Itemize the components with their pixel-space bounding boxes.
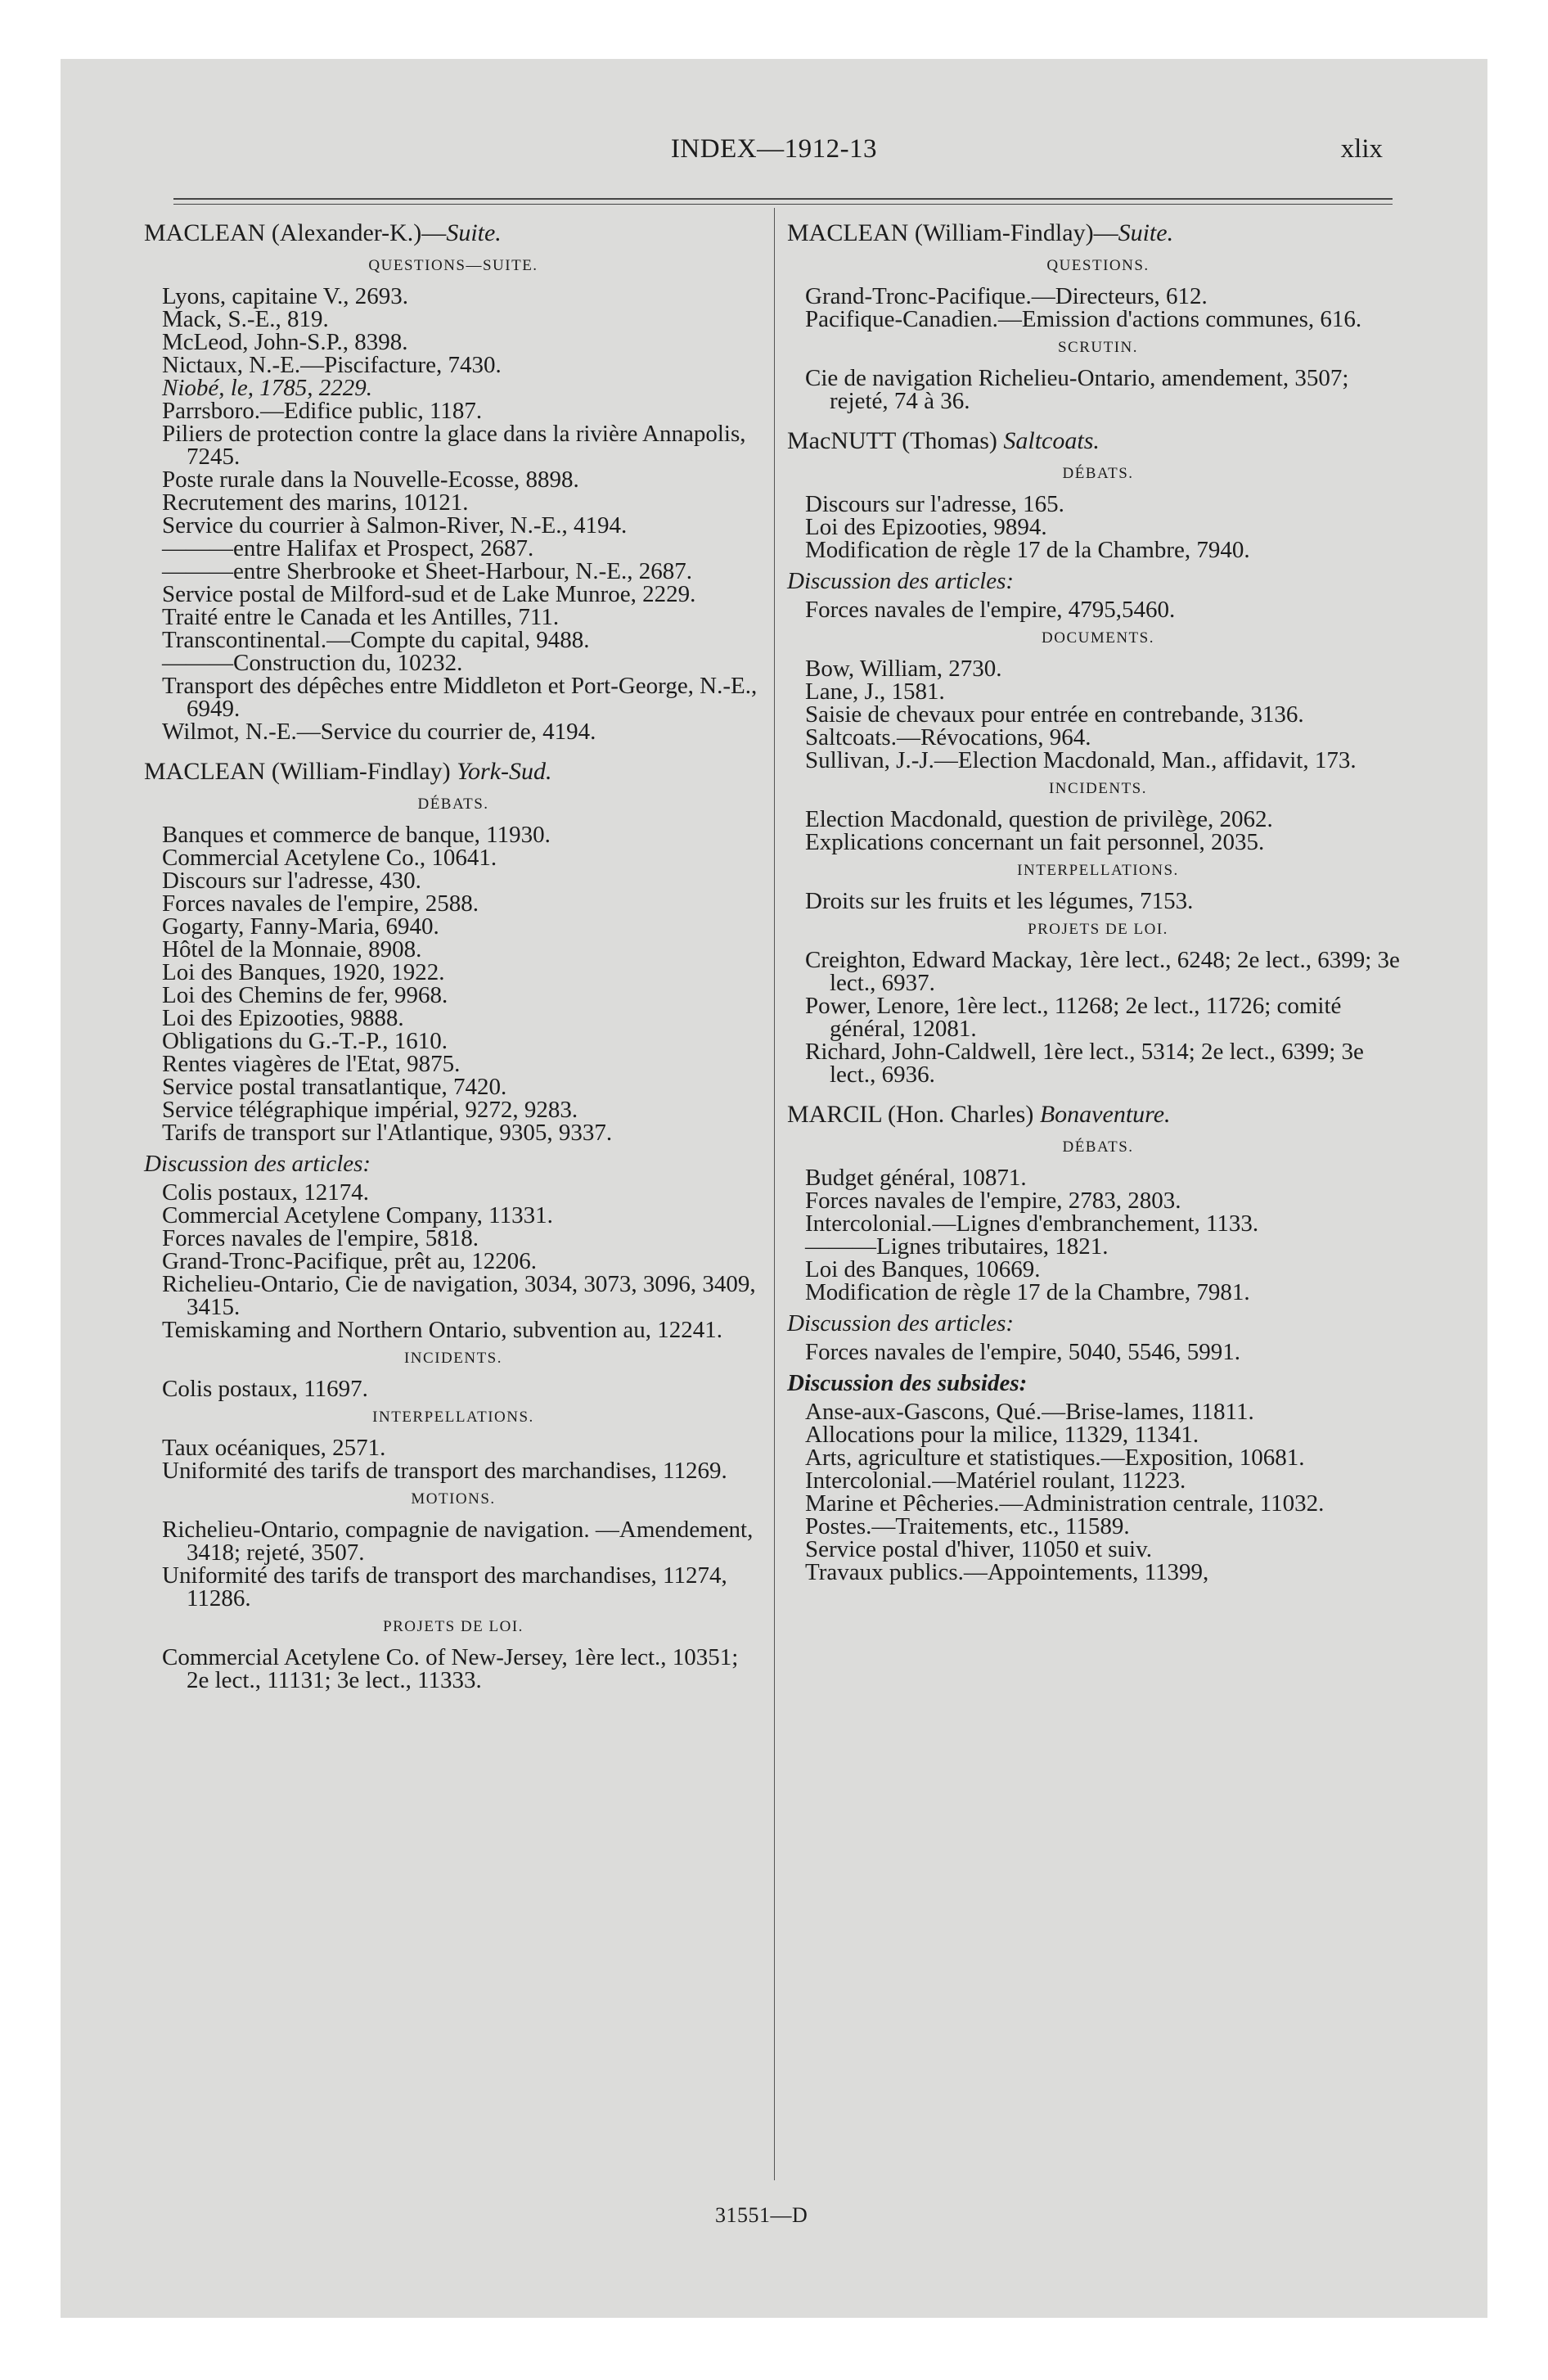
- list-item: Pacifique-Canadien.—Emission d'actions communes, 616.: [805, 306, 1362, 332]
- list-item: Creighton, Edward Mackay, 1ère lect., 6248; 2e lect., 6399; 3e lect., 6937.: [805, 947, 1400, 996]
- list-item: Grand-Tronc-Pacifique.—Directeurs, 612.: [805, 283, 1208, 309]
- entry-heading: [787, 1101, 1409, 1129]
- page-number: xlix: [1340, 134, 1383, 164]
- list-item: Tarifs de transport sur l'Atlantique, 9305, 9337.: [162, 1120, 613, 1146]
- heading-suffix: Bonaventure.: [1039, 1101, 1171, 1128]
- section-title: PROJETS DE LOI.: [383, 1618, 524, 1635]
- list-item: Niobé, le, 1785, 2229.: [162, 375, 372, 401]
- header-rule: [173, 198, 1393, 200]
- left-column: [144, 219, 763, 1697]
- heading-name: MARCIL (Hon. Charles): [787, 1101, 1034, 1128]
- list-item: Colis postaux, 11697.: [162, 1376, 368, 1402]
- list-item: Gogarty, Fanny-Maria, 6940.: [162, 913, 439, 940]
- list-item: ———Lignes tributaires, 1821.: [805, 1233, 1109, 1260]
- list-item: Allocations pour la milice, 11329, 11341.: [805, 1422, 1199, 1448]
- entry-list: [787, 598, 1409, 621]
- list-item: Colis postaux, 12174.: [162, 1179, 369, 1206]
- discussion-title: Discussion des articles:: [144, 1151, 371, 1177]
- list-item: Forces navales de l'empire, 5818.: [162, 1225, 479, 1251]
- entry-list: [144, 1646, 763, 1692]
- list-item: Richard, John-Caldwell, 1ère lect., 5314; 2e lect., 6399; 3e lect., 6936.: [805, 1039, 1364, 1088]
- entry-list: [144, 1377, 763, 1400]
- section-title: INTERPELLATIONS.: [1017, 862, 1179, 879]
- list-item: ———entre Halifax et Prospect, 2687.: [162, 535, 534, 561]
- list-item: Temiskaming and Northern Ontario, subvention au, 12241.: [162, 1317, 722, 1343]
- section-title: DÉBATS.: [1062, 465, 1134, 482]
- entry-heading: [144, 219, 763, 247]
- section-title: PROJETS DE LOI.: [1028, 921, 1168, 938]
- list-item: Loi des Banques, 1920, 1922.: [162, 959, 445, 985]
- list-item: Piliers de protection contre la glace dans la rivière Annapolis, 7245.: [162, 421, 746, 470]
- list-item: Intercolonial.—Matériel roulant, 11223.: [805, 1467, 1186, 1494]
- right-column: [787, 219, 1409, 1589]
- heading-name: MACLEAN (Alexander-K.)—: [144, 219, 447, 246]
- entry-list: [787, 285, 1409, 331]
- entry-list: [787, 1341, 1409, 1364]
- section-title: DÉBATS.: [1062, 1138, 1134, 1156]
- list-item: Explications concernant un fait personnel, 2035.: [805, 829, 1265, 855]
- list-item: Transport des dépêches entre Middleton et Port-George, N.-E., 6949.: [162, 673, 758, 722]
- entry-list: [787, 808, 1409, 854]
- entry-heading: [787, 427, 1409, 455]
- entry-list: [144, 1518, 763, 1610]
- heading-suffix: Saltcoats.: [1003, 427, 1100, 454]
- list-item: Commercial Acetylene Company, 11331.: [162, 1202, 553, 1228]
- header-rule-secondary: [173, 204, 1393, 205]
- list-item: ———entre Sherbrooke et Sheet-Harbour, N.-E., 2687.: [162, 558, 692, 584]
- list-item: Service du courrier à Salmon-River, N.-E., 4194.: [162, 512, 628, 539]
- list-item: Grand-Tronc-Pacifique, prêt au, 12206.: [162, 1248, 537, 1274]
- list-item: McLeod, John-S.P., 8398.: [162, 329, 408, 355]
- list-item: Cie de navigation Richelieu-Ontario, amendement, 3507; rejeté, 74 à 36.: [805, 365, 1349, 414]
- list-item: Budget général, 10871.: [805, 1165, 1027, 1191]
- section-title: MOTIONS.: [411, 1490, 496, 1508]
- entry-heading: [787, 219, 1409, 247]
- section-title: QUESTIONS.: [1046, 257, 1150, 274]
- list-item: Election Macdonald, question de privilège, 2062.: [805, 806, 1273, 832]
- list-item: Saltcoats.—Révocations, 964.: [805, 724, 1091, 751]
- list-item: Uniformité des tarifs de transport des marchandises, 11269.: [162, 1458, 727, 1484]
- list-item: Discours sur l'adresse, 430.: [162, 868, 421, 894]
- list-item: Richelieu-Ontario, compagnie de navigation. —Amendement, 3418; rejeté, 3507.: [162, 1517, 754, 1566]
- list-item: Poste rurale dans la Nouvelle-Ecosse, 8898.: [162, 467, 579, 493]
- subsides-title: Discussion des subsides:: [787, 1370, 1028, 1396]
- section-title: INCIDENTS.: [403, 1350, 503, 1367]
- list-item: Uniformité des tarifs de transport des marchandises, 11274, 11286.: [162, 1562, 727, 1611]
- list-item: ———Construction du, 10232.: [162, 650, 463, 676]
- list-item: Lyons, capitaine V., 2693.: [162, 283, 408, 309]
- list-item: Richelieu-Ontario, Cie de navigation, 3034, 3073, 3096, 3409, 3415.: [162, 1271, 756, 1320]
- list-item: Parrsboro.—Edifice public, 1187.: [162, 398, 483, 424]
- entry-list: [787, 367, 1409, 412]
- list-item: Nictaux, N.-E.—Piscifacture, 7430.: [162, 352, 502, 378]
- list-item: Loi des Epizooties, 9888.: [162, 1005, 404, 1031]
- entry-list: [787, 493, 1409, 561]
- list-item: Transcontinental.—Compte du capital, 9488.: [162, 627, 590, 653]
- entry-list: [144, 823, 763, 1144]
- section-title: INTERPELLATIONS.: [372, 1409, 534, 1426]
- printer-signature: 31551—D: [715, 2203, 808, 2227]
- list-item: Recrutement des marins, 10121.: [162, 489, 469, 516]
- list-item: Loi des Chemins de fer, 9968.: [162, 982, 448, 1008]
- list-item: Forces navales de l'empire, 2783, 2803.: [805, 1188, 1181, 1214]
- entry-list: [787, 890, 1409, 913]
- list-item: Service télégraphique impérial, 9272, 9283.: [162, 1097, 578, 1123]
- list-item: Hôtel de la Monnaie, 8908.: [162, 936, 422, 962]
- list-item: Forces navales de l'empire, 5040, 5546, 5991.: [805, 1339, 1240, 1365]
- entry-list: [787, 1400, 1409, 1584]
- list-item: Power, Lenore, 1ère lect., 11268; 2e lect., 11726; comité général, 12081.: [805, 993, 1342, 1042]
- list-item: Travaux publics.—Appointements, 11399,: [805, 1559, 1209, 1585]
- list-item: Rentes viagères de l'Etat, 9875.: [162, 1051, 461, 1077]
- list-item: Commercial Acetylene Co., 10641.: [162, 845, 497, 871]
- entry-list: [787, 1166, 1409, 1304]
- list-item: Traité entre le Canada et les Antilles, 711.: [162, 604, 560, 630]
- list-item: Loi des Banques, 10669.: [805, 1256, 1041, 1282]
- list-item: Service postal d'hiver, 11050 et suiv.: [805, 1536, 1152, 1562]
- entry-heading: [144, 758, 763, 786]
- heading-name: MACLEAN (William-Findlay)—: [787, 219, 1118, 246]
- list-item: Saisie de chevaux pour entrée en contrebande, 3136.: [805, 701, 1304, 728]
- list-item: Sullivan, J.-J.—Election Macdonald, Man., affidavit, 173.: [805, 747, 1357, 773]
- heading-suffix: Suite.: [446, 219, 502, 246]
- list-item: Postes.—Traitements, etc., 11589.: [805, 1513, 1130, 1539]
- entry-list: [144, 285, 763, 743]
- list-item: Forces navales de l'empire, 2588.: [162, 890, 479, 917]
- list-item: Commercial Acetylene Co. of New-Jersey, 1ère lect., 10351; 2e lect., 11131; 3e lect., 11333.: [162, 1644, 739, 1693]
- list-item: Taux océaniques, 2571.: [162, 1435, 386, 1461]
- list-item: Marine et Pêcheries.—Administration centrale, 11032.: [805, 1490, 1325, 1517]
- heading-suffix: York-Sud.: [457, 758, 552, 785]
- entry-list: [787, 949, 1409, 1086]
- entry-list: [144, 1181, 763, 1341]
- list-item: Lane, J., 1581.: [805, 678, 945, 705]
- list-item: Obligations du G.-T.-P., 1610.: [162, 1028, 448, 1054]
- list-item: Loi des Epizooties, 9894.: [805, 514, 1047, 540]
- list-item: Service postal transatlantique, 7420.: [162, 1074, 507, 1100]
- heading-name: MACLEAN (William-Findlay): [144, 758, 451, 785]
- list-item: Banques et commerce de banque, 11930.: [162, 822, 551, 848]
- section-title: SCRUTIN.: [1057, 339, 1139, 356]
- entry-list: [787, 657, 1409, 772]
- list-item: Arts, agriculture et statistiques.—Exposition, 10681.: [805, 1445, 1305, 1471]
- list-item: Forces navales de l'empire, 4795,5460.: [805, 597, 1176, 623]
- running-header-title: INDEX—1912-13: [670, 134, 878, 164]
- section-title: DÉBATS.: [417, 796, 489, 813]
- list-item: Modification de règle 17 de la Chambre, 7940.: [805, 537, 1250, 563]
- list-item: Bow, William, 2730.: [805, 656, 1002, 682]
- section-title: QUESTIONS—SUITE.: [368, 257, 538, 274]
- column-divider: [774, 208, 775, 2180]
- page-sheet: [61, 59, 1487, 2318]
- discussion-title: Discussion des articles:: [787, 568, 1015, 594]
- list-item: Wilmot, N.-E.—Service du courrier de, 4194.: [162, 719, 596, 745]
- list-item: Modification de règle 17 de la Chambre, 7981.: [805, 1279, 1250, 1305]
- discussion-title: Discussion des articles:: [787, 1310, 1015, 1336]
- entry-list: [144, 1436, 763, 1482]
- list-item: Intercolonial.—Lignes d'embranchement, 1133.: [805, 1210, 1259, 1237]
- list-item: Service postal de Milford-sud et de Lake Munroe, 2229.: [162, 581, 696, 607]
- section-title: INCIDENTS.: [1048, 780, 1148, 797]
- heading-name: MacNUTT (Thomas): [787, 427, 997, 454]
- list-item: Discours sur l'adresse, 165.: [805, 491, 1064, 517]
- heading-suffix: Suite.: [1118, 219, 1174, 246]
- list-item: Mack, S.-E., 819.: [162, 306, 329, 332]
- section-title: DOCUMENTS.: [1042, 629, 1154, 647]
- list-item: Anse-aux-Gascons, Qué.—Brise-lames, 11811.: [805, 1399, 1254, 1425]
- list-item: Droits sur les fruits et les légumes, 7153.: [805, 888, 1194, 914]
